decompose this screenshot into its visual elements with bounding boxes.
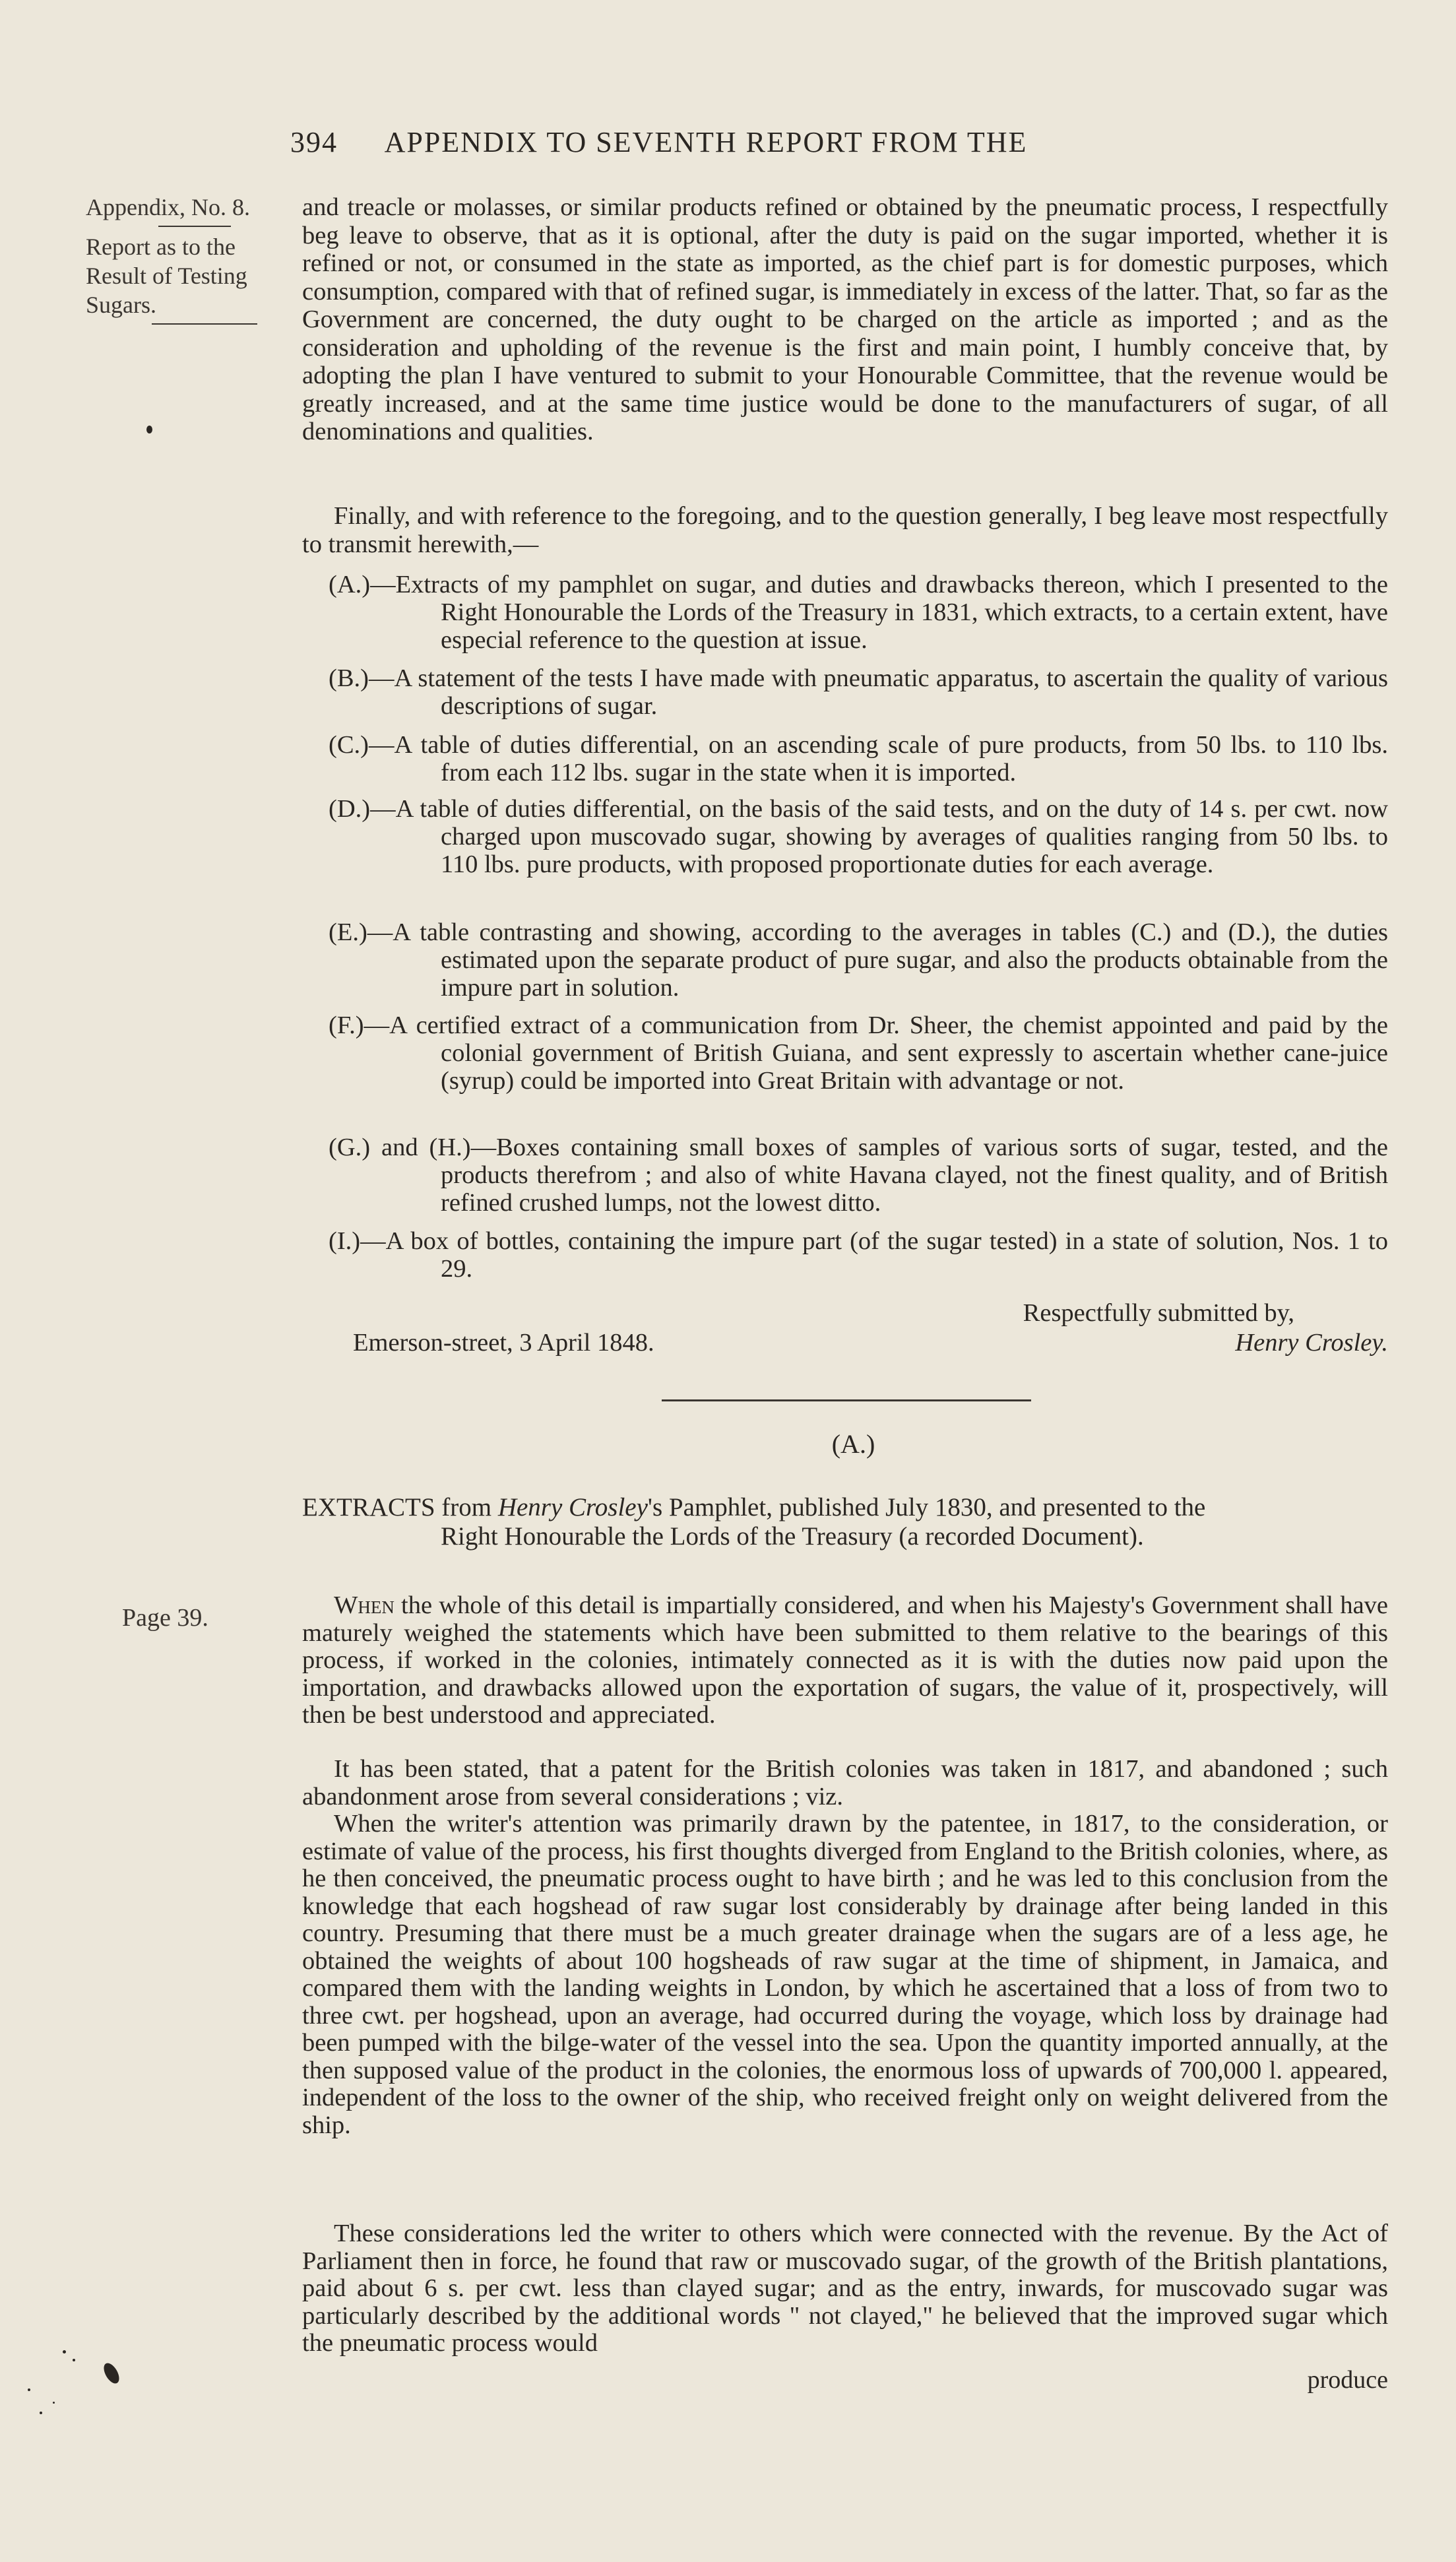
address-date: Emerson-street, 3 April 1848.: [353, 1329, 654, 1357]
body-paragraph-2: [302, 502, 1388, 558]
section-label: (A.): [831, 1429, 875, 1459]
list-item-d: (D.)—A table of duties differential, on the basis of the said tests, and on the duty of 14 s. per cwt. now charged upon muscovado sugar, showing by averages of qualities ranging from 50 lbs. to 110 lbs. pure products, with proposed proportionate duties for each average.: [329, 795, 1388, 878]
report-label-line1: Report as to the: [86, 234, 236, 260]
extracts-author: Henry Crosley: [497, 1493, 648, 1521]
paragraph-text: and treacle or molasses, or similar products refined or obtained by the pneumatic process, I respectfully beg leave to observe, that as it is optional, after the duty is paid on the sugar imported, whether it is refined or not, or consumed in the state as imported, as the chief part is for domestic purposes, which consumption, compared with that of refined sugar, is immediately in excess of the latter. That, so far as the Government are concerned, the duty ought to be charged on the article as imported ; and as the consideration and upholding of the revenue is the first and main point, I humbly conceive that, by adopting the plan I have ventured to submit to your Honourable Committee, that the revenue would be greatly increased, and at the same time justice would be done to the manufacturers of sugar, of all denominations and qualities.: [302, 193, 1388, 445]
list-item-a: (A.)—Extracts of my pamphlet on sugar, and duties and drawbacks thereon, which I presented to the Right Honourable the Lords of the Treasury in 1831, which extracts, to a certain extent, have especial reference to the question at issue.: [329, 571, 1388, 654]
running-title: APPENDIX TO SEVENTH REPORT FROM THE: [384, 126, 1028, 158]
ink-speck: [73, 2359, 75, 2361]
margin-rule: [152, 323, 257, 325]
extracts-heading-line1: [302, 1493, 1388, 1522]
appendix-label: Appendix, No. 8.: [86, 194, 250, 220]
report-label-line2: Result of Testing: [86, 263, 247, 289]
paragraph-text: When the writer's attention was primarily drawn by the patentee, in 1817, to the consideration, or estimate of value of the process, his first thoughts diverged from England to the British colonies, where, as he then conceived, the pneumatic process ought to have birth ; and he was led to this conclusion from the knowledge that each hogshead of raw sugar lost considerably by drainage after being landed in this country. Presuming that there must be a much greater drainage when the sugars are of a less age, he obtained the weights of about 100 hogsheads of raw sugar at the time of shipment, in Jamaica, and compared them with the landing weights in London, by which he ascertained that a loss of from two to three cwt. per hogshead, upon an average, had occurred during the voyage, which loss by drainage had been pumped with the bilge-water of the vessel into the sea. Upon the quantity imported annually, at the then supposed value of the product in the colonies, the enormous loss of upwards of 700,000 l. appeared, independent of the loss to the owner of the ship, who received freight only on weight delivered from the ship.: [302, 1810, 1388, 2139]
paragraph-text: [302, 1592, 1388, 1729]
margin-page-ref: Page 39.: [122, 1604, 208, 1632]
ink-speck: [40, 2412, 42, 2414]
ink-speck: [146, 426, 152, 433]
ink-speck: [53, 2402, 55, 2404]
section-divider: [662, 1399, 1031, 1401]
list-item-i: (I.)—A box of bottles, containing the impure part (of the sugar tested) in a state of solution, Nos. 1 to 29.: [329, 1227, 1388, 1283]
extracts-heading-line2: Right Honourable the Lords of the Treasury (a recorded Document).: [441, 1522, 1144, 1551]
margin-rule: [158, 226, 231, 227]
list-item-f: (F.)—A certified extract of a communication from Dr. Sheer, the chemist appointed and paid by the colonial government of British Guiana, and sent expressly to ascertain whether cane-juice (syrup) could be imported into Great Britain with advantage or not.: [329, 1011, 1388, 1095]
ink-speck: [63, 2350, 66, 2354]
list-item-gh: (G.) and (H.)—Boxes containing small boxes of samples of various sorts of sugar, tested, and the products therefrom ; and also of white Havana clayed, not the finest quality, and of British refined crushed lumps, not the lowest ditto.: [329, 1134, 1388, 1217]
signature: Henry Crosley.: [1235, 1329, 1388, 1357]
lead-word: When: [334, 1591, 395, 1619]
list-item-b: (B.)—A statement of the tests I have made with pneumatic apparatus, to ascertain the quality of various descriptions of sugar.: [329, 664, 1388, 720]
ink-speck: [28, 2388, 30, 2391]
body-paragraph-1: [302, 193, 1388, 446]
extract-paragraph-2: [302, 1756, 1388, 1810]
paragraph-text: It has been stated, that a patent for the British colonies was taken in 1817, and abandoned ; such abandonment arose from several considerations ; viz.: [302, 1755, 1388, 1810]
list-item-e: (E.)—A table contrasting and showing, according to the averages in tables (C.) and (D.), the duties estimated upon the separate product of pure sugar, and also the products obtainable from the impure part in solution.: [329, 918, 1388, 1002]
ink-speck: [101, 2361, 123, 2386]
extracts-prefix: EXTRACTS from: [302, 1493, 498, 1521]
margin-note-appendix: [86, 193, 257, 325]
paragraph-text: These considerations led the writer to others which were connected with the revenue. By the Act of Parliament then in force, he found that raw or muscovado sugar, of the growth of the British plantations, paid about 6 s. per cwt. less than clayed sugar; and as the entry, inwards, for muscovado sugar was particularly described by the additional words " not clayed," he believed that the improved sugar which the pneumatic process would: [302, 2220, 1388, 2357]
extracts-rest: 's Pamphlet, published July 1830, and presented to the: [647, 1493, 1206, 1521]
catchword: produce: [1307, 2366, 1388, 2394]
page-number: 394: [290, 126, 338, 158]
extract-paragraph-3: [302, 1810, 1388, 2139]
report-label-line3: Sugars.: [86, 292, 156, 318]
paragraph-text: Finally, and with reference to the foregoing, and to the question generally, I beg leave most respectfully to transmit herewith,—: [302, 502, 1388, 558]
list-item-c: (C.)—A table of duties differential, on an ascending scale of pure products, from 50 lbs. to 110 lbs. from each 112 lbs. sugar in the state when it is imported.: [329, 731, 1388, 786]
extract-paragraph-4: [302, 2220, 1388, 2357]
submitted-line: Respectfully submitted by,: [1023, 1299, 1294, 1327]
page-header: [290, 125, 1027, 159]
extracts-heading: [302, 1493, 1388, 1551]
paragraph-body: the whole of this detail is impartially considered, and when his Majesty's Government shall have maturely weighed the statements which have been submitted to them relative to the bearings of this process, if worked in the colonies, intimately connected as it is with the duties now paid upon the importation, and drawbacks allowed upon the exportation of sugars, the value of it, prospectively, will then be best understood and appreciated.: [302, 1591, 1388, 1729]
extract-paragraph-1: [302, 1592, 1388, 1729]
